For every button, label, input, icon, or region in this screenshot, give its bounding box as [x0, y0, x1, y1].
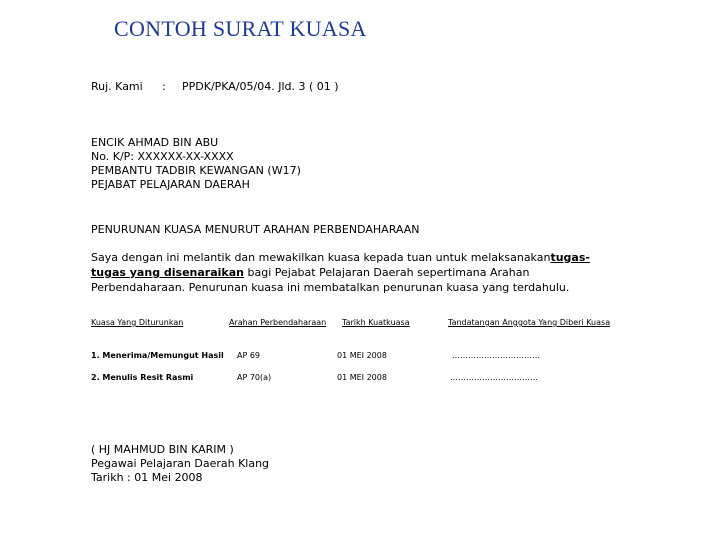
signature-block [91, 443, 269, 485]
table-header-arahan: Arahan Perbendaharaan [229, 318, 327, 327]
table-cell-arahan-2: AP 70(a) [237, 373, 272, 382]
table-header-tarikh: Tarikh Kuatkuasa [342, 318, 410, 327]
paragraph-part1: Saya dengan ini melantik dan mewakilkan kuasa kepada tuan untuk melaksanakan [91, 251, 551, 264]
table-cell-tandatangan-1: …………………………… [452, 351, 540, 360]
letter-heading: PENURUNAN KUASA MENURUT ARAHAN PERBENDAHARAAN [91, 223, 420, 236]
recipient-position: PEMBANTU TADBIR KEWANGAN (W17) [91, 164, 301, 177]
table-cell-tarikh-2: 01 MEI 2008 [337, 373, 387, 382]
paragraph-underlined: tugas-tugas yang disenaraikan [91, 251, 590, 279]
signatory-name: ( HJ MAHMUD BIN KARIM ) [91, 443, 234, 456]
table-cell-tarikh-1: 01 MEI 2008 [337, 351, 387, 360]
reference-colon: : [162, 80, 166, 93]
table-cell-tandatangan-2: …………………………… [450, 373, 538, 382]
table-cell-arahan-1: AP 69 [237, 351, 261, 360]
reference-label: Ruj. Kami [91, 80, 143, 93]
table-cell-kuasa-1: 1. Menerima/Memungut Hasil [91, 351, 224, 360]
page-title: CONTOH SURAT KUASA [114, 16, 367, 41]
recipient-address [91, 136, 301, 192]
recipient-name: ENCIK AHMAD BIN ABU [91, 136, 219, 149]
signatory-position: Pegawai Pelajaran Daerah Klang [91, 457, 270, 470]
table-cell-kuasa-2: 2. Menulis Resit Rasmi [91, 373, 194, 382]
signature-date: Tarikh : 01 Mei 2008 [91, 471, 203, 484]
paragraph-part2: bagi Pejabat Pelajaran Daerah sepertimana Arahan Perbendaharaan. Penurunan kuasa ini membatalkan penurunan kuasa yang terdahulu. [91, 266, 570, 294]
reference-number: PPDK/PKA/05/04. Jld. 3 ( 01 ) [182, 80, 339, 93]
table-header-kuasa: Kuasa Yang Diturunkan [91, 318, 184, 327]
table-header-tandatangan: Tandatangan Anggota Yang Diberi Kuasa [448, 318, 611, 327]
recipient-office: PEJABAT PELAJARAN DAERAH [91, 178, 250, 191]
letter-paragraph [91, 250, 611, 295]
recipient-ic: No. K/P: XXXXXX-XX-XXXX [91, 150, 234, 163]
